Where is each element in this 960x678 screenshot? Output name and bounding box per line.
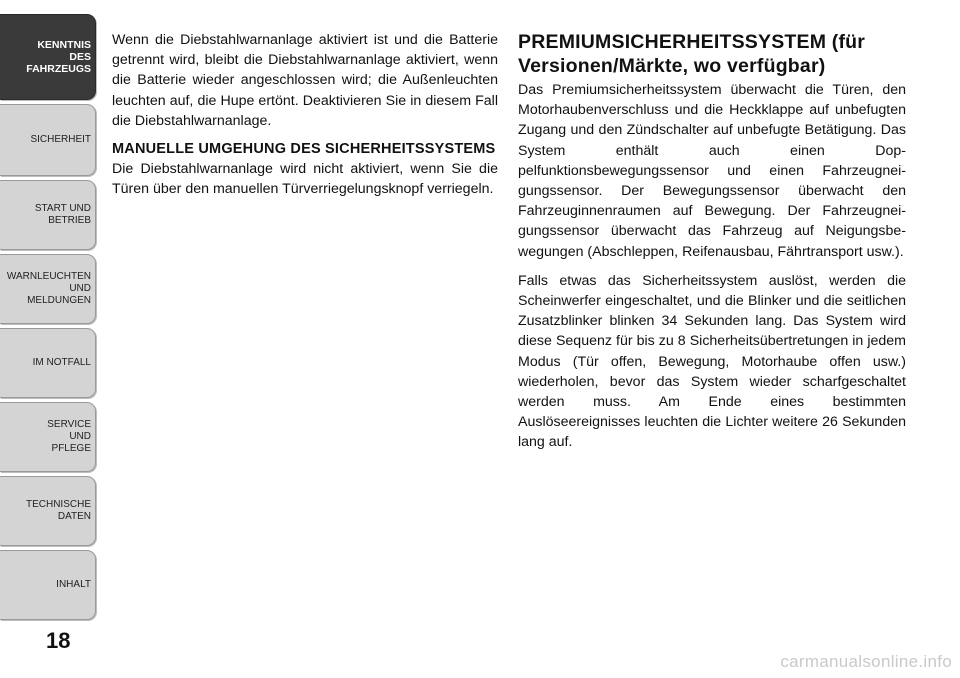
paragraph: Wenn die Diebstahlwarnanlage aktiviert ist und die Batterie getrennt wird, bleibt die Diebstahlwarnanlage aktiviert, wenn die Batterie wieder angeschlossen wird; die Außenleuchten leuchten auf, die Hupe ertönt. Deaktivieren Sie in diesem Fall die Diebstahlwarnanlage.: [112, 32, 498, 129]
tab-kenntnis-des-fahrzeugs[interactable]: [0, 14, 96, 100]
tab-technische-daten[interactable]: [0, 476, 96, 546]
tab-line: MELDUNGEN: [27, 295, 91, 306]
paragraph: Falls etwas das Sicherheitssystem auslöst, werden die Scheinwerfer eingeschaltet, und die Blinker und die seitlichen Zusatzblinker blinken 34 Sekunden lang. Das System wird diese Sequenz für bis zu 8 Sicherheitsübertretungen in jedem Modus (Tür offen, Bewegung, Motorhaube offen usw.) wiederholen, bevor das System wieder scharfgeschaltet werden muss. Am Ende eines bestimmten Auslöseereignisses leuchten die Lichter weitere 26 Sekunden lang auf.: [518, 272, 906, 451]
section-title: PREMIUMSICHERHEITSSYSTEM (für Versionen/Märkte, wo verfügbar): [518, 31, 866, 77]
tab-line: DATEN: [57, 511, 91, 522]
paragraph: Die Diebstahlwarnanlage wird nicht aktiviert, wenn Sie die Türen über den manuellen Türverriegelungsknopf verriegeln.: [112, 161, 498, 198]
tab-inhalt[interactable]: [0, 550, 96, 620]
page-number: 18: [46, 628, 71, 653]
tab-line: SICHERHEIT: [30, 134, 91, 145]
tab-line: FAHRZEUGS: [26, 63, 91, 75]
tab-line: INHALT: [56, 579, 91, 590]
tab-line: BETRIEB: [48, 215, 91, 226]
tab-sicherheit[interactable]: [0, 104, 96, 176]
tab-line: IM NOTFALL: [32, 357, 91, 368]
tab-line: PFLEGE: [51, 443, 91, 454]
tab-warnleuchten-und-meldungen[interactable]: [0, 254, 96, 324]
right-column: [518, 30, 906, 462]
chapter-sidebar: [0, 0, 100, 678]
tab-line: TECHNISCHE: [25, 499, 91, 510]
tab-line: SERVICE: [47, 419, 91, 430]
tab-start-und-betrieb[interactable]: [0, 180, 96, 250]
tab-line: START UND: [34, 203, 91, 214]
tab-service-und-pflege[interactable]: [0, 402, 96, 472]
tab-line: UND: [69, 431, 91, 442]
tab-line: DES: [69, 51, 91, 63]
section-heading: MANUELLE UMGEHUNG DES SICHERHEITSSYSTEMS: [112, 141, 496, 158]
tab-line: UND: [69, 283, 91, 294]
tab-line: WARNLEUCHTEN: [6, 271, 91, 282]
watermark: carmanualsonline.info: [780, 652, 952, 671]
tab-line: KENNTNIS: [37, 39, 91, 51]
left-column: [112, 30, 498, 208]
tab-im-notfall[interactable]: [0, 328, 96, 398]
paragraph: Das Premiumsicherheitssystem überwacht die Türen, den Motorhaubenverschluss und die Heckklappe auf unbefugten Zugang und den Zündschalter auf unbefugte Betätigung. Das System enthält auch einen Doppelfunktionsbewegungssensor und einen Fahrzeugneigungssensor. Der Bewegungssensor überwacht den Fahrzeuginnenraumen auf Bewegung. Der Fahrzeugneigungssensor überwacht das Fahrzeug auf Neigungsbewegungen (Abschleppen, Reifenausbau, Fährtransport usw.).: [518, 82, 906, 260]
